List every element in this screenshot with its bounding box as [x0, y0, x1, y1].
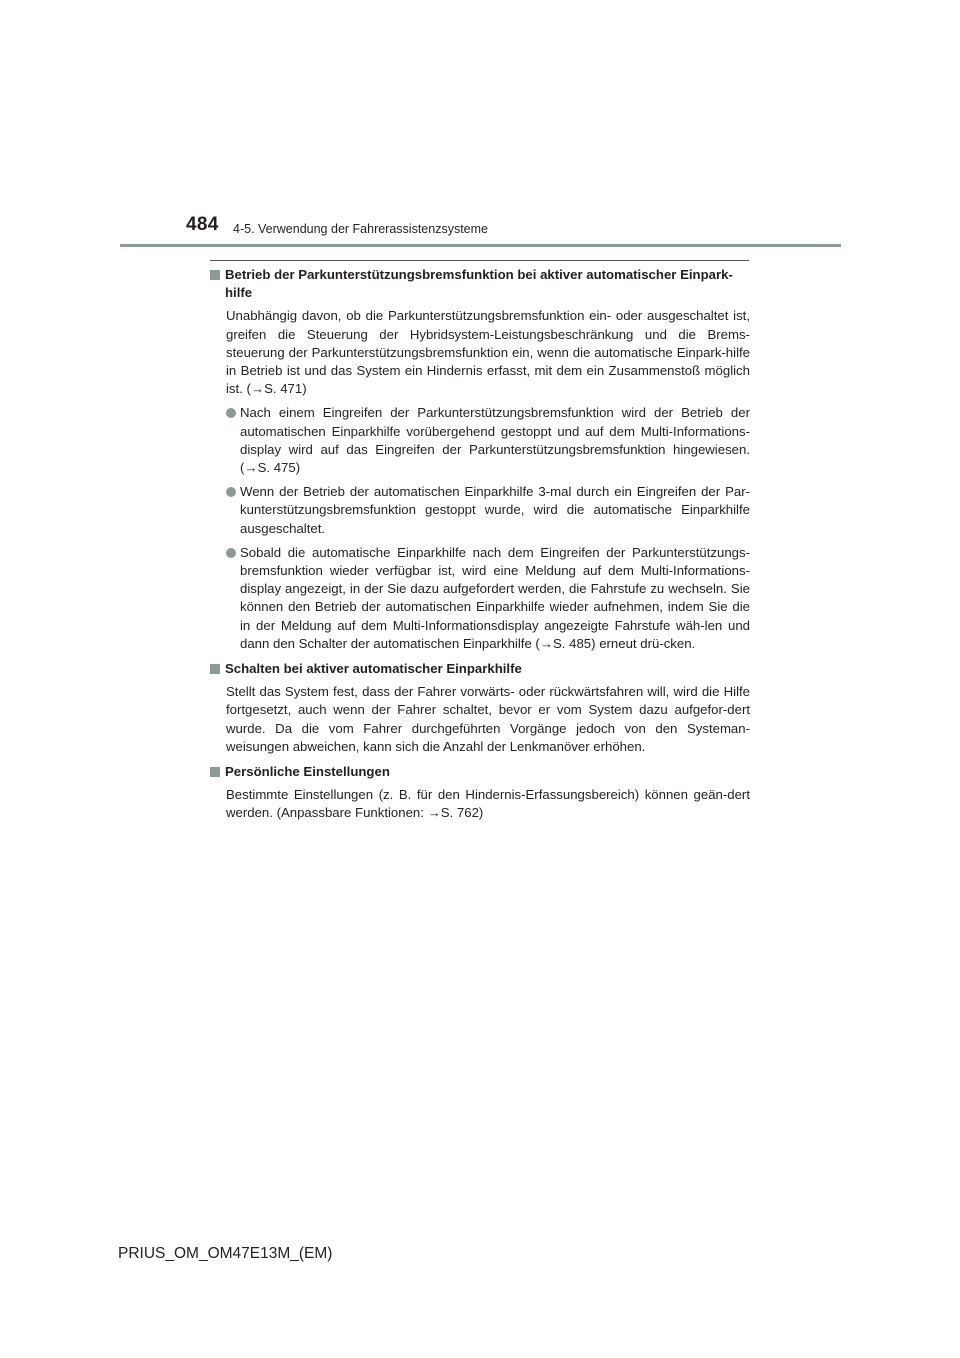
bullet-text: Sobald die automatische Einparkhilfe nach dem Eingreifen der Parkunterstützungs-bremsfunktion wieder verfügbar ist, wird eine Meldung auf dem Multi-Informations-display angezeigt, in der Sie dazu aufgefordert werden, die Fahrstufe zu wechseln. Sie können den Betrieb der automatischen Einparkhilfe wieder aufnehmen, indem Sie die in der Meldung auf dem Multi-Informationsdisplay angezeigte Fahrstufe wäh-len und dann den Schalter der automatischen Einparkhilfe (→S. 485) erneut drü-cken.: [240, 544, 750, 651]
section-paragraph: Unabhängig davon, ob die Parkunterstützungsbremsfunktion ein- oder ausgeschaltet ist, greifen die Steuerung der Hybridsystem-Leistungsbeschränkung und die Brems-steuerung der Parkunterstützungsbremsfunktion ein, wenn die automatische Einpark-hilfe in Betrieb ist und das System ein Hindernis erfasst, mit dem ein Zusammenstoß möglich ist. (→S. 471): [226, 308, 750, 397]
section-paragraph: Stellt das System fest, dass der Fahrer vorwärts- oder rückwärtsfahren will, wird die Hilfe fortgesetzt, auch wenn der Fahrer schaltet, bevor er vom System dazu aufgefor-dert wurde. Da die vom Fahrer durchgeführten Vorgänge jedoch von den Systeman-weisungen abweichen, kann sich die Anzahl der Lenkmanöver erhöhen.: [226, 684, 750, 754]
square-bullet-icon: [210, 664, 220, 674]
bullet-item: [226, 544, 750, 653]
footer-document-code: PRIUS_OM_OM47E13M_(EM): [118, 1245, 333, 1262]
section-heading: [210, 660, 750, 678]
bullet-item: [226, 404, 750, 477]
bullet-text: Nach einem Eingreifen der Parkunterstützungsbremsfunktion wird der Betrieb der automatischen Einparkhilfe vorübergehend gestoppt und auf dem Multi-Informations-display wird auf das Eingreifen der Parkunterstützungsbremsfunktion hingewiesen. (→S. 475): [240, 405, 750, 476]
chapter-title: 4-5. Verwendung der Fahrerassistenzsysteme: [233, 222, 488, 236]
square-bullet-icon: [210, 270, 220, 280]
section-heading-text: Persönliche Einstellungen: [225, 764, 390, 780]
section-heading: [210, 763, 750, 781]
round-bullet-icon: [226, 548, 236, 558]
section-shifting: [210, 660, 750, 756]
section-heading: [210, 266, 750, 302]
section-paragraph: Bestimmte Einstellungen (z. B. für den Hindernis-Erfassungsbereich) können geän-dert werden. (Anpassbare Funktionen: →S. 762): [226, 787, 750, 821]
page-content: [210, 266, 750, 830]
page-number: 484: [186, 214, 219, 235]
section-parking-brake: [210, 266, 750, 653]
header-rule: [120, 244, 841, 247]
square-bullet-icon: [210, 767, 220, 777]
section-personal-settings: [210, 763, 750, 823]
section-heading-text: Schalten bei aktiver automatischer Einparkhilfe: [225, 661, 522, 677]
bullet-item: [226, 483, 750, 538]
section-heading-text: Betrieb der Parkunterstützungsbremsfunktion bei aktiver automatischer Einpark-hilfe: [225, 267, 733, 301]
round-bullet-icon: [226, 408, 236, 418]
round-bullet-icon: [226, 487, 236, 497]
section-divider: [210, 260, 749, 261]
bullet-text: Wenn der Betrieb der automatischen Einparkhilfe 3-mal durch ein Eingreifen der Par-kunterstützungsbremsfunktion gestoppt wurde, wird die automatische Einparkhilfe ausgeschaltet.: [240, 484, 750, 536]
